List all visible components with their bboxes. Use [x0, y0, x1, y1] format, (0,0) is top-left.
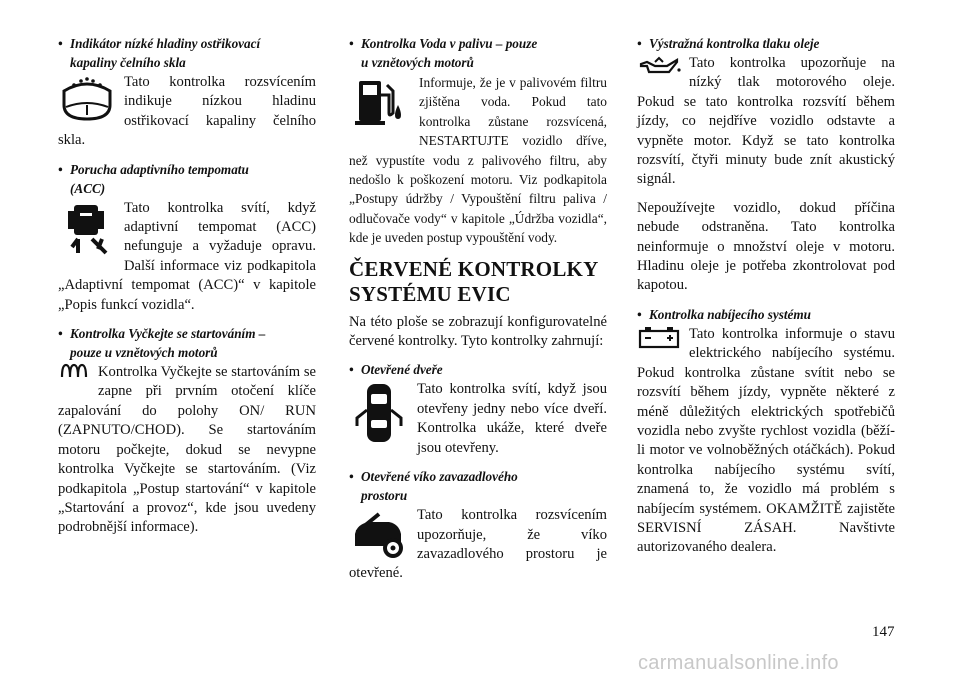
- paragraph-text: Tato kontrolka svítí, když jsou otevřeny jedny nebo více dveří. Kontrolka ukáže, které dveře jsou otevřeny.: [417, 381, 607, 456]
- battery-icon: [637, 325, 681, 349]
- bullet-heading: • Indikátor nízké hladiny ostřikovací kapaliny čelního skla: [58, 36, 261, 70]
- column-1: [58, 34, 316, 547]
- bullet-heading: • Kontrolka Voda v palivu – pouze u vznětových motorů: [349, 36, 538, 70]
- paragraph: Nepoužívejte vozidlo, dokud příčina nebude odstraněna. Tato kontrolka neinformuje o množství oleje v motoru. Hladinu oleje je potřeba zkontrolovat pod kapotou.: [637, 199, 895, 294]
- bullet-heading: • Kontrolka Vyčkejte se startováním – pouze u vznětových motorů: [58, 326, 266, 361]
- heading-line: Indikátor nízké hladiny ostřikovací: [70, 36, 261, 51]
- water-in-fuel-icon: [349, 73, 411, 133]
- bullet-heading: • Výstražná kontrolka tlaku oleje: [637, 36, 820, 51]
- paragraph: [58, 73, 316, 151]
- watermark: carmanualsonline.info: [638, 652, 839, 674]
- column-2: [349, 34, 607, 593]
- oil-pressure-icon: [637, 54, 681, 76]
- heading-line: Výstražná kontrolka tlaku oleje: [649, 36, 820, 51]
- trunk-ajar-icon: [349, 506, 409, 562]
- paragraph: [349, 73, 607, 248]
- bullet-heading: • Otevřené víko zavazadlového prostoru: [349, 469, 518, 504]
- paragraph-text: Kontrolka Vyčkejte se startováním se zapne při prvním otočení klíče zapalování do polohy ON/ RUN (ZAPNUTO/CHOD). Se startováním motoru počkejte, dokud se nevypne kontrolka Vyčkejte se startováním. (Viz podkapitola „Postup startování“ v kapitole „Startování a provoz“, kde jsou uvedeny podrobnější informace).: [58, 364, 316, 536]
- heading-line: Kontrolka Voda v palivu – pouze: [361, 36, 538, 51]
- acc-fault-icon: [58, 199, 116, 257]
- heading-line: pouze u vznětových motorů: [70, 345, 218, 361]
- paragraph: [58, 199, 316, 315]
- page-number: 147: [872, 624, 895, 640]
- column-3: [637, 34, 895, 567]
- paragraph-text: Tato kontrolka upozorňuje na nízký tlak motorového oleje. Pokud se tato kontrolka rozsvítí během jízdy, co nejdříve vozidlo odstavte a vypněte motor. Když se tato kontrolka rozsvítí, čtyři minuty bude znít akustický signál.: [637, 55, 895, 188]
- heading-line: Kontrolka nabíjecího systému: [649, 306, 811, 322]
- heading-line: prostoru: [361, 488, 408, 504]
- heading-line: Kontrolka Vyčkejte se startováním –: [70, 326, 266, 342]
- intro-paragraph: Na této ploše se zobrazují konfigurovatelné červené kontrolky. Tyto kontrolky zahrnují:: [349, 313, 607, 350]
- bullet-heading: • Otevřené dveře: [349, 362, 443, 378]
- heading-line: u vznětových motorů: [361, 55, 474, 70]
- section-title-line: ČERVENÉ KONTROLKY: [349, 256, 599, 281]
- paragraph-text: Tato kontrolka informuje o stavu elektrického nabíjecího systému. Pokud kontrolka zůstane svítit nebo se rozsvítí během jízdy, vypněte některé z méně důležitých elektrických spotřebičů vozidla nebo zvyšte rychlost vozidla (běží-li motor ve volnoběžných otáčkách). Pokud kontrolka nabíjecího systému svítí, znamená to, že vozidlo má problém s nabíjecím systémem. OKAMŽITĚ zajistěte SERVISNÍ ZÁSAH. Navštivte autorizovaného dealera.: [637, 325, 895, 556]
- heading-line: (ACC): [70, 180, 106, 196]
- paragraph: [637, 54, 895, 190]
- paragraph-text: Tato kontrolka rozsvícením upozorňuje, že víko zavazadlového prostoru je otevřené.: [349, 507, 607, 582]
- heading-line: kapaliny čelního skla: [70, 55, 186, 70]
- heading-line: Porucha adaptivního tempomatu: [70, 161, 249, 177]
- paragraph: [349, 506, 607, 584]
- paragraph-text: Tato kontrolka rozsvícením indikuje nízkou hladinu ostřikovací kapaliny čelního skla.: [58, 74, 316, 149]
- heading-line: Otevřené víko zavazadlového: [361, 469, 518, 485]
- section-title: [349, 257, 607, 307]
- door-ajar-icon: [349, 380, 409, 446]
- section-title-line: SYSTÉMU EVIC: [349, 281, 511, 306]
- paragraph-text: Tato kontrolka svítí, když adaptivní tempomat (ACC) nefunguje a vyžaduje opravu. Další informace viz podkapitola „Adaptivní tempomat (ACC)“ v kapitole „Popis funkcí vozidla“.: [58, 199, 316, 313]
- bullet-heading: • Kontrolka nabíjecího systému: [637, 306, 811, 322]
- paragraph: [349, 380, 607, 458]
- washer-fluid-icon: [58, 73, 116, 125]
- paragraph: [637, 325, 895, 558]
- bullet-heading: • Porucha adaptivního tempomatu (ACC): [58, 161, 249, 196]
- paragraph: [58, 363, 316, 538]
- heading-line: Otevřené dveře: [361, 362, 443, 378]
- paragraph-text: Informuje, že je v palivovém filtru zjištěna voda. Pokud tato kontrolka zůstane rozsvícená, NESTARTUJTE vozidlo dříve, než vypustíte vodu z palivového filtru, aby nedošlo k poškození motoru. Viz podkapitola „Postupy údržby / Vypouštění filtru paliva / odlučovače vody“ v kapitole „Údržba vozidla“, kde je uveden postup vypouštění vody.: [349, 75, 607, 246]
- glow-plug-icon: [58, 363, 90, 381]
